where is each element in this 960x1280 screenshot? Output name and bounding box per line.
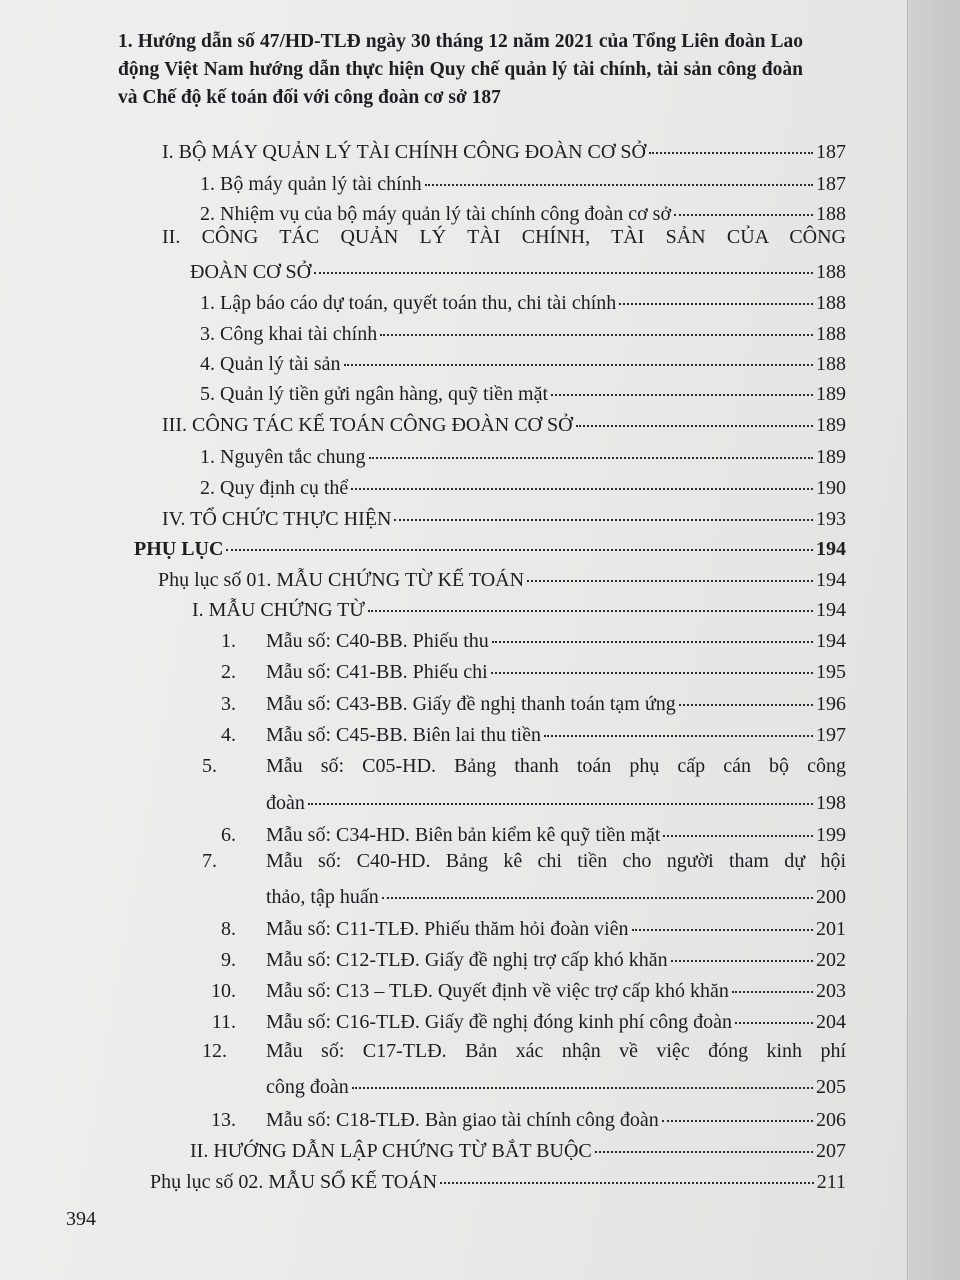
toc-entry	[200, 472, 846, 500]
toc-entry-page: 199	[816, 824, 846, 846]
toc-entry	[162, 136, 846, 164]
toc-entry	[202, 819, 846, 847]
toc-entry-number: 11.	[211, 1011, 236, 1033]
toc-entry-page: 198	[816, 792, 846, 814]
toc-entry	[202, 656, 846, 684]
toc-entry-title: Mẫu số: C34-HD. Biên bản kiểm kê quỹ tiền mặt	[266, 824, 661, 846]
leader-dots	[527, 560, 813, 582]
leader-dots	[226, 529, 813, 551]
toc-entry-page: 188	[816, 292, 846, 314]
toc-entry	[200, 318, 846, 346]
toc-entry-title: Mẫu số: C16-TLĐ. Giấy đề nghị đóng kinh phí công đoàn	[266, 1011, 733, 1033]
toc-heading	[118, 28, 803, 112]
toc-entry-title: Mẫu số: C17-TLĐ. Bản xác nhận về việc đóng kinh phí	[266, 1040, 846, 1062]
toc-entry-number: 6.	[221, 824, 236, 846]
toc-entry-page: 203	[816, 980, 846, 1002]
leader-dots	[551, 374, 813, 396]
heading-number: 1.	[118, 31, 133, 52]
toc-entry	[200, 287, 846, 315]
toc-entry-number: 3.	[221, 693, 236, 715]
toc-entry-number: 10.	[211, 980, 236, 1002]
toc-entry	[200, 198, 846, 226]
toc-entry	[150, 1166, 846, 1194]
leader-dots	[732, 971, 813, 993]
toc-entry-title: 1. Bộ máy quản lý tài chính	[200, 173, 422, 195]
toc-entry	[202, 913, 846, 941]
toc-entry-number: 9.	[221, 949, 236, 971]
toc-entry-page: 194	[816, 538, 846, 560]
toc-entry-title: II. HƯỚNG DẪN LẬP CHỨNG TỪ BẮT BUỘC	[190, 1140, 592, 1162]
toc-entry-title: Mẫu số: C43-BB. Giấy đề nghị thanh toán tạm ứng	[266, 693, 676, 715]
toc-entry	[162, 409, 846, 437]
toc-entry-page: 193	[816, 508, 846, 530]
toc-entry-page: 188	[816, 203, 846, 225]
leader-dots	[544, 715, 813, 737]
leader-dots	[382, 877, 813, 899]
toc-entry-title: 4. Quản lý tài sản	[200, 353, 341, 375]
toc-entry-page: 194	[816, 569, 846, 591]
toc-entry-title: ĐOÀN CƠ SỞ	[190, 261, 312, 283]
heading-text: Hướng dẫn số 47/HD-TLĐ ngày 30 tháng 12 năm 2021 của Tổng Liên đoàn Lao động Việt Nam hướng dẫn thực hiện Quy chế quản lý tài chính, tài sản công đoàn và Chế độ kế toán đối với công đoàn cơ sở 187	[118, 31, 803, 108]
leader-dots	[351, 468, 813, 490]
leader-dots	[425, 164, 813, 186]
toc-entry-number: 12.	[202, 1040, 227, 1062]
toc-entry	[202, 975, 846, 1003]
toc-entry-number: 13.	[211, 1109, 236, 1131]
toc-entry	[200, 441, 846, 469]
toc-entry-title: Mẫu số: C12-TLĐ. Giấy đề nghị trợ cấp khó khăn	[266, 949, 668, 971]
toc-entry-title: công đoàn	[266, 1076, 349, 1098]
toc-entry-title: Mẫu số: C11-TLĐ. Phiếu thăm hỏi đoàn viên	[266, 918, 629, 940]
toc-entry	[202, 719, 846, 747]
toc-entry-title: Mẫu số: C40-HD. Bảng kê chi tiền cho người tham dự hội	[266, 850, 846, 872]
toc-entry-page: 204	[816, 1011, 846, 1033]
toc-entry-title: I. MẪU CHỨNG TỪ	[192, 599, 365, 621]
toc-entry-page: 194	[816, 599, 846, 621]
toc-entry-title: 1. Lập báo cáo dự toán, quyết toán thu, chi tài chính	[200, 292, 617, 314]
toc-entry-number: 1.	[221, 630, 236, 652]
toc-entry-line1	[202, 755, 846, 778]
toc-entry-line1: II. CÔNG TÁC QUẢN LÝ TÀI CHÍNH, TÀI SẢN CỦA CÔNG	[162, 226, 846, 248]
toc-entry-page: 187	[816, 173, 846, 195]
toc-entry-title: 1. Nguyên tắc chung	[200, 446, 366, 468]
toc-entry	[202, 625, 846, 653]
leader-dots	[632, 909, 813, 931]
toc-entry-page: 187	[816, 141, 846, 163]
toc-entry-number: 2.	[221, 661, 236, 683]
toc-entry-page: 188	[816, 323, 846, 345]
toc-entry	[266, 1071, 846, 1099]
toc-entry-title: Mẫu số: C41-BB. Phiếu chi	[266, 661, 488, 683]
toc-entry-title: Mẫu số: C13 – TLĐ. Quyết định về việc trợ cấp khó khăn	[266, 980, 729, 1002]
leader-dots	[344, 344, 813, 366]
leader-dots	[662, 1100, 813, 1122]
leader-dots	[492, 621, 813, 643]
toc-entry-title: IV. TỔ CHỨC THỰC HIỆN	[162, 508, 392, 530]
leader-dots	[308, 783, 813, 805]
toc-entry-number: 8.	[221, 918, 236, 940]
toc-entry-title: 3. Công khai tài chính	[200, 323, 378, 345]
toc-entry	[162, 503, 846, 531]
leader-dots	[394, 499, 813, 521]
toc-entry-title: thảo, tập huấn	[266, 886, 379, 908]
toc-entry-page: 190	[816, 477, 846, 499]
toc-entry-title: Phụ lục số 02. MẪU SỔ KẾ TOÁN	[150, 1171, 438, 1193]
toc-entry-page: 188	[816, 353, 846, 375]
toc-entry-title: 2. Quy định cụ thể	[200, 477, 349, 499]
toc-entry-line1	[202, 1040, 846, 1063]
leader-dots	[674, 194, 813, 216]
page-number: 394	[66, 1208, 96, 1230]
leader-dots	[368, 590, 813, 612]
toc-entry	[202, 1006, 846, 1034]
toc-entry-page: 189	[816, 414, 846, 436]
toc-entry-page: 194	[816, 630, 846, 652]
toc-entry-page: 189	[816, 446, 846, 468]
toc-entry-title: I. BỘ MÁY QUẢN LÝ TÀI CHÍNH CÔNG ĐOÀN CƠ SỞ	[162, 141, 646, 163]
leader-dots	[440, 1162, 814, 1184]
toc-entry-page: 196	[816, 693, 846, 715]
toc-entry	[266, 787, 846, 815]
leader-dots	[314, 252, 813, 274]
toc-entry	[158, 564, 846, 592]
toc-entry-page: 205	[816, 1076, 846, 1098]
toc-entry-title: PHỤ LỤC	[134, 538, 224, 560]
leader-dots	[649, 132, 813, 154]
page-edge-shadow	[907, 0, 960, 1280]
toc-entry-page: 202	[816, 949, 846, 971]
toc-entry-title: đoàn	[266, 792, 305, 814]
toc-entry-title: Phụ lục số 01. MẪU CHỨNG TỪ KẾ TOÁN	[158, 569, 525, 591]
leader-dots	[671, 940, 813, 962]
leader-dots	[380, 314, 813, 336]
toc-entry-title: Mẫu số: C18-TLĐ. Bàn giao tài chính công đoàn	[266, 1109, 659, 1131]
toc-entry	[202, 1104, 846, 1132]
toc-entry-page: 201	[816, 918, 846, 940]
toc-entry	[134, 533, 846, 561]
leader-dots	[369, 437, 813, 459]
leader-dots	[619, 283, 813, 305]
leader-dots	[491, 652, 813, 674]
toc-entry-number: 5.	[202, 755, 217, 777]
toc-entry	[200, 378, 846, 406]
leader-dots	[352, 1067, 813, 1089]
toc-entry	[190, 1135, 846, 1163]
toc-entry-page: 207	[816, 1140, 846, 1162]
toc-entry-page: 188	[816, 261, 846, 283]
leader-dots	[735, 1002, 813, 1024]
toc-entry-page: 206	[816, 1109, 846, 1131]
toc-entry	[190, 256, 846, 284]
toc-entry-number: 7.	[202, 850, 217, 872]
toc-entry	[200, 348, 846, 376]
toc-entry-number: 4.	[221, 724, 236, 746]
toc-entry-title: 5. Quản lý tiền gửi ngân hàng, quỹ tiền mặt	[200, 383, 548, 405]
leader-dots	[576, 405, 813, 427]
toc-entry-title: 2. Nhiệm vụ của bộ máy quản lý tài chính công đoàn cơ sở	[200, 203, 672, 225]
toc-entry-page: 197	[816, 724, 846, 746]
toc-entry	[266, 881, 846, 909]
toc-entry-title: Mẫu số: C05-HD. Bảng thanh toán phụ cấp cán bộ công	[266, 755, 846, 777]
toc-entry	[202, 944, 846, 972]
toc-entry	[202, 688, 846, 716]
toc-entry-title: Mẫu số: C45-BB. Biên lai thu tiền	[266, 724, 541, 746]
toc-entry-title: III. CÔNG TÁC KẾ TOÁN CÔNG ĐOÀN CƠ SỞ	[162, 414, 573, 436]
toc-entry	[192, 594, 846, 622]
leader-dots	[679, 684, 813, 706]
toc-entry	[200, 168, 846, 196]
toc-entry-page: 195	[816, 661, 846, 683]
toc-entry-page: 200	[816, 886, 846, 908]
toc-entry-line1	[202, 850, 846, 873]
toc-entry-title: Mẫu số: C40-BB. Phiếu thu	[266, 630, 489, 652]
leader-dots	[595, 1131, 813, 1153]
leader-dots	[663, 815, 813, 837]
toc-entry-page: 189	[816, 383, 846, 405]
toc-entry-page: 211	[816, 1171, 846, 1193]
